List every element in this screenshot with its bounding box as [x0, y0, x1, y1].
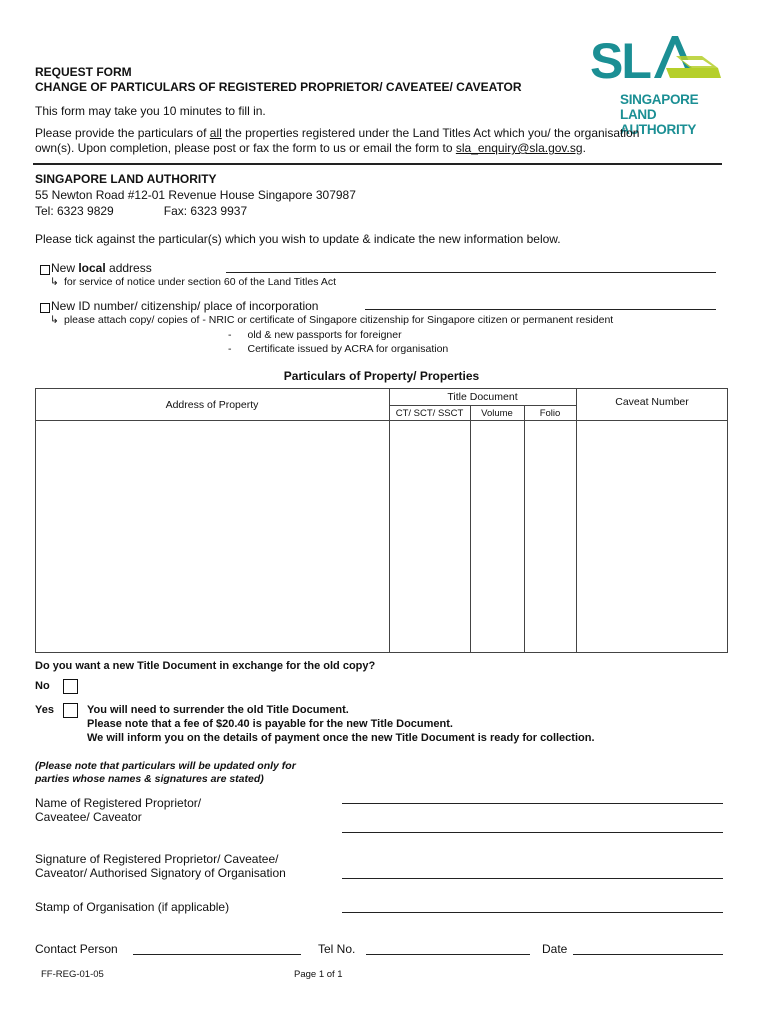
form-type: REQUEST FORM [35, 65, 132, 79]
svg-text:SL: SL [590, 33, 650, 89]
authority-address: 55 Newton Road #12-01 Revenue House Singapore 307987 [35, 188, 356, 202]
no-checkbox[interactable] [63, 679, 78, 694]
col-title-document: Title Document [447, 391, 518, 403]
yes-checkbox[interactable] [63, 703, 78, 718]
signature-label-1: Signature of Registered Proprietor/ Caveatee/ [35, 852, 279, 866]
form-title: CHANGE OF PARTICULARS OF REGISTERED PROPRIETOR/ CAVEATEE/ CAVEATOR [35, 80, 522, 94]
id-sub-2: Certificate issued by ACRA for organisation [247, 343, 449, 355]
name-label-1: Name of Registered Proprietor/ [35, 796, 202, 810]
new-id-label: New ID number/ citizenship/ place of incorporation [51, 299, 319, 313]
address-cell[interactable] [36, 421, 389, 652]
logo-line-2: LAND AUTHORITY [620, 107, 697, 137]
return-arrow-icon: ↳ [50, 276, 59, 288]
yes-line-2: Please note that a fee of $20.40 is payable for the new Title Document. [87, 718, 453, 730]
col-caveat: Caveat Number [615, 396, 689, 408]
address-note: for service of notice under section 60 of the Land Titles Act [64, 276, 336, 288]
name-input-line-2[interactable] [342, 832, 723, 833]
yes-label: Yes [35, 704, 54, 716]
contact-person-label: Contact Person [35, 942, 118, 956]
sla-logo [590, 30, 725, 137]
signature-input-line[interactable] [342, 878, 723, 879]
tick-instruction: Please tick against the particular(s) which you wish to update & indicate the new information below. [35, 232, 561, 246]
ct-cell[interactable] [390, 421, 470, 652]
col-volume: Volume [481, 408, 513, 419]
col-folio: Folio [539, 408, 561, 419]
id-sub-1: old & new passports for foreigner [247, 329, 402, 341]
divider [33, 163, 722, 165]
note-line-1: (Please note that particulars will be updated only for [35, 760, 296, 772]
tel-input-line[interactable] [366, 954, 530, 955]
instructions: Please provide the particulars of all the properties registered under the Land Titles Act which you/ the organisation own(s). Upon completion, please post or fax the form to us or email the form to sla_enquiry@sla.gov.sg. [35, 126, 640, 155]
new-address-label: New local address [51, 261, 152, 275]
note-line-2: parties whose names & signatures are stated) [35, 773, 264, 785]
tel-label: Tel No. [318, 942, 356, 956]
new-address-checkbox[interactable] [40, 265, 50, 275]
sla-logo-mark [590, 30, 725, 92]
yes-line-1: You will need to surrender the old Title Document. [87, 704, 349, 716]
col-address: Address of Property [165, 399, 259, 411]
page-number: Page 1 of 1 [294, 969, 343, 980]
folio-cell[interactable] [525, 421, 576, 652]
id-note: please attach copy/ copies of - NRIC or certificate of Singapore citizenship for Singapore citizen or permanent resident [64, 314, 614, 326]
signature-label-2: Caveator/ Authorised Signatory of Organisation [35, 866, 286, 880]
email-link[interactable]: sla_enquiry@sla.gov.sg [455, 141, 583, 155]
col-ct: CT/ SCT/ SSCT [395, 408, 464, 419]
form-code: FF-REG-01-05 [41, 969, 104, 980]
new-id-checkbox[interactable] [40, 303, 50, 313]
authority-tel: Tel: 6323 9829 [35, 204, 114, 218]
return-arrow-icon: ↳ [50, 314, 59, 326]
yes-line-3: We will inform you on the details of payment once the new Title Document is ready for collection. [87, 732, 595, 744]
caveat-cell[interactable] [577, 421, 727, 652]
stamp-input-line[interactable] [342, 912, 723, 913]
date-label: Date [542, 942, 568, 956]
name-label-2: Caveatee/ Caveator [35, 810, 142, 824]
new-address-input-line[interactable] [226, 272, 716, 273]
stamp-label: Stamp of Organisation (if applicable) [35, 900, 230, 914]
contact-person-input-line[interactable] [133, 954, 301, 955]
duration-text: This form may take you 10 minutes to fill in. [35, 104, 266, 118]
table-title: Particulars of Property/ Properties [283, 369, 480, 383]
logo-line-1: SINGAPORE [620, 92, 699, 107]
exchange-question: Do you want a new Title Document in exchange for the old copy? [35, 660, 376, 672]
name-input-line-1[interactable] [342, 803, 723, 804]
no-label: No [35, 680, 50, 692]
authority-name: SINGAPORE LAND AUTHORITY [35, 172, 217, 186]
volume-cell[interactable] [471, 421, 524, 652]
date-input-line[interactable] [573, 954, 723, 955]
authority-fax: Fax: 6323 9937 [163, 204, 248, 218]
new-id-input-line[interactable] [365, 309, 716, 310]
